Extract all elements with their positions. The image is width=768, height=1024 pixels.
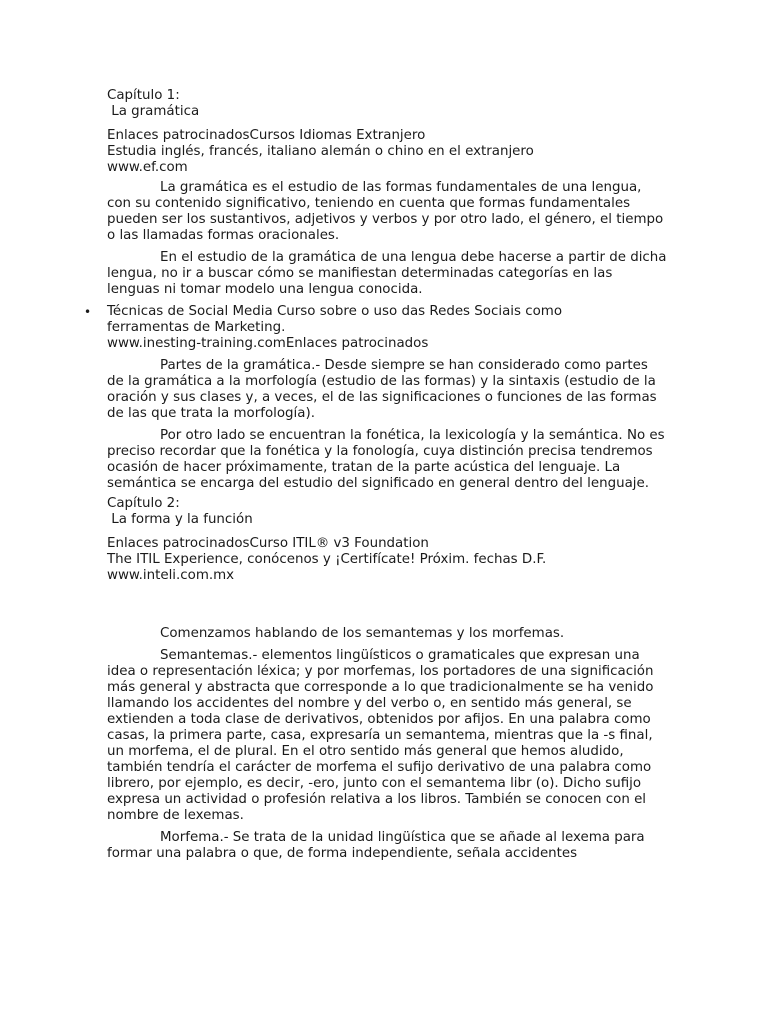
chapter-2-label: Capítulo 2: bbox=[107, 496, 180, 511]
sponsored-ad-1 bbox=[107, 128, 667, 176]
paragraph-semantemas: Semantemas.- elementos lingüísticos o gramaticales que expresan una idea o representación léxica; y por morfemas, los portadores de una significación más general y abstracta que corresponde a lo que tradicionalmente se ha venido llamando los accidentes del nombre y del verbo o, en sentido más general, se extienden a toda clase de derivativos, obtenidos por afijos. En una palabra como casas, la primera parte, casa, expresaría un semantema, mientras que la -s final, un morfema, el de plural. En el otro sentido más general que hemos aludido, también tendría el carácter de morfema el sufijo derivativo de una palabra como librero, por ejemplo, es decir, -ero, junto con el semantema libr (o). Dicho sufijo expresa un actividad o profesión relativa a los libros. También se conocen con el nombre de lexemas. bbox=[107, 648, 654, 823]
bullet-icon: • bbox=[84, 305, 92, 319]
ad-3-headline: Enlaces patrocinadosCurso ITIL® v3 Foundation bbox=[107, 536, 429, 551]
ad-3-url[interactable]: www.inteli.com.mx bbox=[107, 568, 235, 583]
paragraph-estudio-gramatica: En el estudio de la gramática de una lengua debe hacerse a partir de dicha lengua, no ir a buscar cómo se manifiestan determinadas categorías en las lenguas ni tomar modelo una lengua conocida. bbox=[107, 250, 667, 297]
ad-1-description: Estudia inglés, francés, italiano alemán o chino en el extranjero bbox=[107, 144, 534, 159]
chapter-1-title: La gramática bbox=[107, 104, 200, 119]
ad-1-url[interactable]: www.ef.com bbox=[107, 160, 188, 175]
ad-3-description: The ITIL Experience, conócenos y ¡Certifícate! Próxim. fechas D.F. bbox=[107, 552, 547, 567]
chapter-2-heading bbox=[107, 496, 667, 528]
ad-1-headline: Enlaces patrocinadosCursos Idiomas Extranjero bbox=[107, 128, 426, 143]
paragraph-gramatica-definicion: La gramática es el estudio de las formas fundamentales de una lengua, con su contenido significativo, teniendo en cuenta que formas fundamentales pueden ser los sustantivos, adjetivos y verbos y por otro lado, el género, el tiempo o las llamadas formas oracionales. bbox=[107, 180, 664, 243]
ad-2-headline: Técnicas de Social Media Curso sobre o uso das Redes Sociais como bbox=[107, 304, 563, 319]
paragraph-comenzamos: Comenzamos hablando de los semantemas y los morfemas. bbox=[160, 626, 565, 641]
sponsored-ad-3 bbox=[107, 536, 667, 584]
paragraph-morfema: Morfema.- Se trata de la unidad lingüística que se añade al lexema para formar una palabra o que, de forma independiente, señala accidentes bbox=[107, 830, 645, 861]
ad-2-url[interactable]: www.inesting-training.comEnlaces patrocinados bbox=[107, 336, 429, 351]
chapter-2-title: La forma y la función bbox=[107, 512, 253, 527]
paragraph-partes-gramatica: Partes de la gramática.- Desde siempre se han considerado como partes de la gramática a la morfología (estudio de las formas) y la sintaxis (estudio de la oración y sus clases y, a veces, el de las significaciones o funciones de las formas de las que trata la morfología). bbox=[107, 358, 657, 421]
ad-2-headline-cont: ferramentas de Marketing. bbox=[107, 320, 286, 335]
chapter-1-label: Capítulo 1: bbox=[107, 88, 180, 103]
chapter-1-heading bbox=[107, 88, 667, 120]
sponsored-ad-2 bbox=[84, 304, 667, 352]
document-page bbox=[84, 88, 667, 862]
paragraph-fonetica: Por otro lado se encuentran la fonética, la lexicología y la semántica. No es preciso recordar que la fonética y la fonología, cuya distinción precisa tendremos ocasión de hacer próximamente, tratan de la parte acústica del lenguaje. La semántica se encarga del estudio del significado en general dentro del lenguaje. bbox=[107, 428, 665, 491]
